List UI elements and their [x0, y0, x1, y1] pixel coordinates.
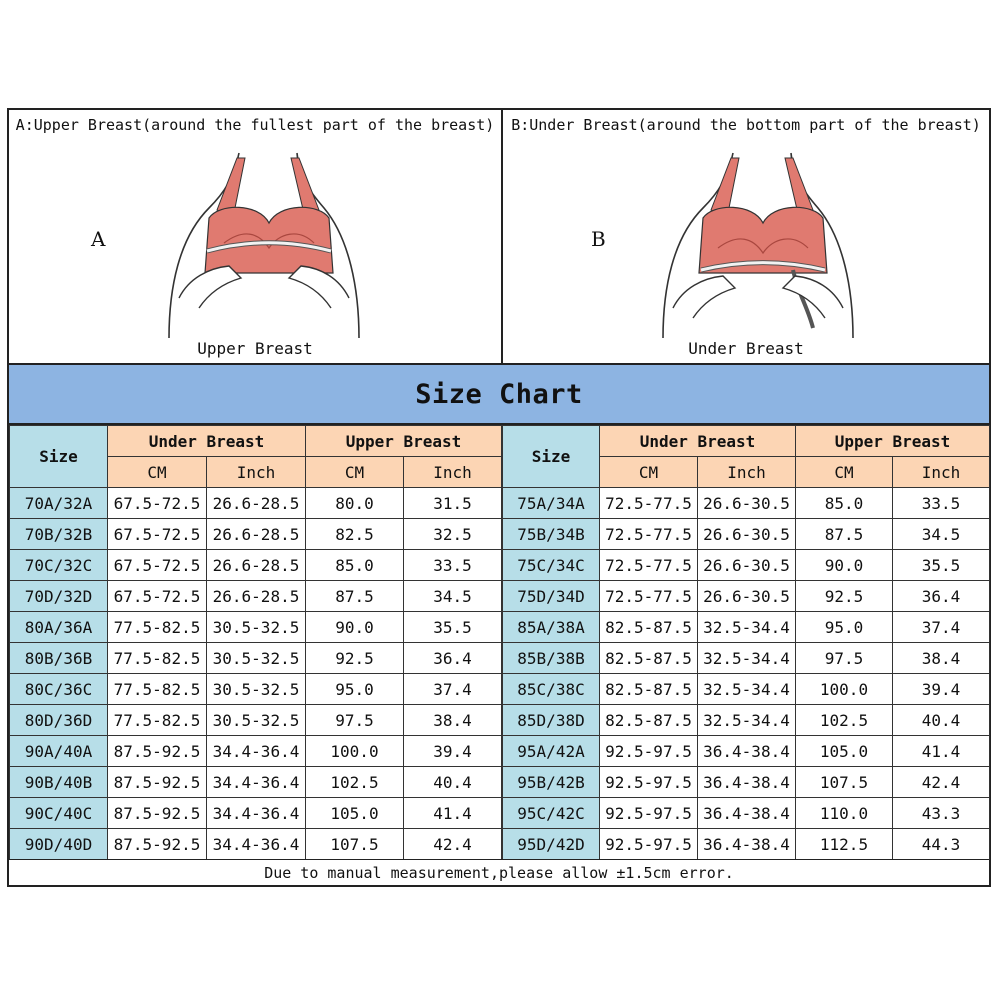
upper-breast-illustration [149, 148, 379, 338]
upper-breast-cm-cell: 92.5 [796, 581, 893, 612]
table-row [10, 705, 502, 736]
under-breast-cm-cell: 77.5-82.5 [108, 705, 207, 736]
panel-b-letter: B [591, 227, 606, 251]
upper-breast-inch-cell: 31.5 [404, 488, 502, 519]
upper-breast-inch-cell: 33.5 [893, 488, 990, 519]
panel-b-title: B:Under Breast(around the bottom part of the breast) [511, 116, 981, 134]
under-breast-cm-cell: 67.5-72.5 [108, 550, 207, 581]
upper-breast-cm-cell: 112.5 [796, 829, 893, 860]
size-cell: 75A/34A [503, 488, 600, 519]
under-breast-cm-cell: 92.5-97.5 [600, 736, 698, 767]
upper-breast-cm-cell: 105.0 [796, 736, 893, 767]
under-breast-cm-cell: 87.5-92.5 [108, 829, 207, 860]
upper-breast-inch-cell: 40.4 [404, 767, 502, 798]
table-row [503, 798, 990, 829]
size-chart-frame [7, 108, 991, 887]
under-breast-inch-cell: 34.4-36.4 [207, 829, 306, 860]
panel-a-letter: A [91, 227, 106, 251]
upper-breast-cm-cell: 87.5 [796, 519, 893, 550]
illustration-row [9, 110, 989, 365]
upper-breast-inch-cell: 39.4 [404, 736, 502, 767]
size-cell: 75C/34C [503, 550, 600, 581]
upper-breast-inch-cell: 38.4 [893, 643, 990, 674]
under-breast-illustration [643, 148, 873, 338]
under-breast-cm-cell: 67.5-72.5 [108, 519, 207, 550]
table-row [10, 488, 502, 519]
under-breast-inch-cell: 32.5-34.4 [698, 612, 796, 643]
inch-header: Inch [207, 457, 306, 488]
upper-breast-cm-cell: 87.5 [306, 581, 404, 612]
under-breast-inch-cell: 36.4-38.4 [698, 798, 796, 829]
under-breast-inch-cell: 36.4-38.4 [698, 736, 796, 767]
upper-breast-cm-cell: 105.0 [306, 798, 404, 829]
under-breast-inch-cell: 34.4-36.4 [207, 736, 306, 767]
size-cell: 70D/32D [10, 581, 108, 612]
size-cell: 90D/40D [10, 829, 108, 860]
upper-breast-inch-cell: 40.4 [893, 705, 990, 736]
upper-breast-cm-cell: 110.0 [796, 798, 893, 829]
under-breast-cm-cell: 92.5-97.5 [600, 829, 698, 860]
under-breast-inch-cell: 26.6-30.5 [698, 550, 796, 581]
under-breast-cm-cell: 82.5-87.5 [600, 705, 698, 736]
table-row [10, 798, 502, 829]
upper-breast-inch-cell: 36.4 [893, 581, 990, 612]
size-cell: 75B/34B [503, 519, 600, 550]
size-cell: 95C/42C [503, 798, 600, 829]
table-row [503, 519, 990, 550]
under-breast-inch-cell: 26.6-30.5 [698, 519, 796, 550]
under-breast-inch-cell: 32.5-34.4 [698, 643, 796, 674]
inch-header: Inch [404, 457, 502, 488]
under-breast-inch-cell: 30.5-32.5 [207, 612, 306, 643]
upper-breast-cm-cell: 97.5 [796, 643, 893, 674]
table-row [10, 519, 502, 550]
upper-breast-inch-cell: 35.5 [893, 550, 990, 581]
upper-breast-inch-cell: 44.3 [893, 829, 990, 860]
under-breast-cm-cell: 92.5-97.5 [600, 798, 698, 829]
under-breast-cm-cell: 87.5-92.5 [108, 767, 207, 798]
upper-breast-cm-cell: 100.0 [306, 736, 404, 767]
under-breast-inch-cell: 26.6-30.5 [698, 581, 796, 612]
upper-breast-cm-cell: 90.0 [796, 550, 893, 581]
under-breast-inch-cell: 26.6-28.5 [207, 550, 306, 581]
size-cell: 95A/42A [503, 736, 600, 767]
under-breast-inch-cell: 36.4-38.4 [698, 829, 796, 860]
under-breast-cm-cell: 67.5-72.5 [108, 488, 207, 519]
panel-under-breast [503, 110, 989, 363]
cm-header: CM [108, 457, 207, 488]
under-breast-cm-cell: 82.5-87.5 [600, 612, 698, 643]
table-row [503, 736, 990, 767]
table-row [503, 705, 990, 736]
table-row [10, 674, 502, 705]
under-breast-cm-cell: 72.5-77.5 [600, 488, 698, 519]
upper-breast-inch-cell: 32.5 [404, 519, 502, 550]
upper-breast-inch-cell: 35.5 [404, 612, 502, 643]
table-row [10, 550, 502, 581]
under-breast-header: Under Breast [600, 426, 796, 457]
upper-breast-cm-cell: 95.0 [796, 612, 893, 643]
table-row [503, 829, 990, 860]
inch-header: Inch [893, 457, 990, 488]
upper-breast-cm-cell: 82.5 [306, 519, 404, 550]
under-breast-cm-cell: 87.5-92.5 [108, 798, 207, 829]
table-row [503, 674, 990, 705]
panel-upper-breast [9, 110, 503, 363]
under-breast-inch-cell: 32.5-34.4 [698, 674, 796, 705]
panel-a-caption: Upper Breast [197, 339, 313, 358]
table-row [10, 829, 502, 860]
under-breast-cm-cell: 77.5-82.5 [108, 643, 207, 674]
upper-breast-cm-cell: 92.5 [306, 643, 404, 674]
size-cell: 80C/36C [10, 674, 108, 705]
upper-breast-inch-cell: 34.5 [404, 581, 502, 612]
cm-header: CM [306, 457, 404, 488]
upper-breast-cm-cell: 90.0 [306, 612, 404, 643]
under-breast-cm-cell: 72.5-77.5 [600, 550, 698, 581]
upper-breast-inch-cell: 42.4 [893, 767, 990, 798]
under-breast-inch-cell: 26.6-30.5 [698, 488, 796, 519]
upper-breast-cm-cell: 102.5 [306, 767, 404, 798]
table-row [10, 736, 502, 767]
size-header: Size [503, 426, 600, 488]
size-cell: 95D/42D [503, 829, 600, 860]
panel-b-caption: Under Breast [688, 339, 804, 358]
upper-breast-inch-cell: 33.5 [404, 550, 502, 581]
size-cell: 90B/40B [10, 767, 108, 798]
under-breast-cm-cell: 67.5-72.5 [108, 581, 207, 612]
size-table-right [502, 425, 990, 860]
size-cell: 95B/42B [503, 767, 600, 798]
table-row [503, 581, 990, 612]
upper-breast-inch-cell: 34.5 [893, 519, 990, 550]
under-breast-header: Under Breast [108, 426, 306, 457]
under-breast-cm-cell: 72.5-77.5 [600, 581, 698, 612]
under-breast-inch-cell: 30.5-32.5 [207, 674, 306, 705]
upper-breast-cm-cell: 100.0 [796, 674, 893, 705]
upper-breast-cm-cell: 85.0 [306, 550, 404, 581]
upper-breast-inch-cell: 42.4 [404, 829, 502, 860]
size-cell: 85C/38C [503, 674, 600, 705]
upper-breast-cm-cell: 95.0 [306, 674, 404, 705]
upper-breast-inch-cell: 41.4 [893, 736, 990, 767]
under-breast-cm-cell: 82.5-87.5 [600, 674, 698, 705]
upper-breast-inch-cell: 43.3 [893, 798, 990, 829]
under-breast-inch-cell: 30.5-32.5 [207, 705, 306, 736]
size-header: Size [10, 426, 108, 488]
table-row [10, 767, 502, 798]
size-cell: 80B/36B [10, 643, 108, 674]
upper-breast-cm-cell: 85.0 [796, 488, 893, 519]
cm-header: CM [600, 457, 698, 488]
size-cell: 90C/40C [10, 798, 108, 829]
under-breast-cm-cell: 77.5-82.5 [108, 612, 207, 643]
table-row [503, 612, 990, 643]
size-tables [9, 425, 989, 857]
upper-breast-inch-cell: 38.4 [404, 705, 502, 736]
size-cell: 75D/34D [503, 581, 600, 612]
under-breast-cm-cell: 72.5-77.5 [600, 519, 698, 550]
size-cell: 85A/38A [503, 612, 600, 643]
cm-header: CM [796, 457, 893, 488]
upper-breast-cm-cell: 102.5 [796, 705, 893, 736]
size-cell: 85D/38D [503, 705, 600, 736]
table-row [503, 643, 990, 674]
table-row [10, 643, 502, 674]
upper-breast-inch-cell: 37.4 [404, 674, 502, 705]
under-breast-inch-cell: 32.5-34.4 [698, 705, 796, 736]
under-breast-inch-cell: 36.4-38.4 [698, 767, 796, 798]
measurement-note: Due to manual measurement,please allow ±1.5cm error. [9, 859, 989, 886]
size-cell: 70C/32C [10, 550, 108, 581]
table-row [10, 581, 502, 612]
size-cell: 70B/32B [10, 519, 108, 550]
upper-breast-inch-cell: 41.4 [404, 798, 502, 829]
panel-a-title: A:Upper Breast(around the fullest part of the breast) [15, 116, 495, 134]
upper-breast-inch-cell: 36.4 [404, 643, 502, 674]
upper-breast-cm-cell: 107.5 [306, 829, 404, 860]
upper-breast-inch-cell: 37.4 [893, 612, 990, 643]
upper-breast-header: Upper Breast [796, 426, 990, 457]
size-table-left [9, 425, 502, 860]
inch-header: Inch [698, 457, 796, 488]
size-cell: 80D/36D [10, 705, 108, 736]
table-row [503, 488, 990, 519]
size-cell: 70A/32A [10, 488, 108, 519]
table-row [503, 550, 990, 581]
upper-breast-cm-cell: 97.5 [306, 705, 404, 736]
under-breast-inch-cell: 34.4-36.4 [207, 798, 306, 829]
under-breast-cm-cell: 82.5-87.5 [600, 643, 698, 674]
under-breast-inch-cell: 34.4-36.4 [207, 767, 306, 798]
under-breast-cm-cell: 87.5-92.5 [108, 736, 207, 767]
upper-breast-header: Upper Breast [306, 426, 502, 457]
table-row [503, 767, 990, 798]
under-breast-inch-cell: 26.6-28.5 [207, 488, 306, 519]
size-cell: 90A/40A [10, 736, 108, 767]
under-breast-inch-cell: 30.5-32.5 [207, 643, 306, 674]
upper-breast-cm-cell: 107.5 [796, 767, 893, 798]
size-cell: 85B/38B [503, 643, 600, 674]
under-breast-cm-cell: 92.5-97.5 [600, 767, 698, 798]
upper-breast-cm-cell: 80.0 [306, 488, 404, 519]
size-cell: 80A/36A [10, 612, 108, 643]
size-chart-title: Size Chart [9, 365, 989, 425]
under-breast-cm-cell: 77.5-82.5 [108, 674, 207, 705]
under-breast-inch-cell: 26.6-28.5 [207, 519, 306, 550]
under-breast-inch-cell: 26.6-28.5 [207, 581, 306, 612]
upper-breast-inch-cell: 39.4 [893, 674, 990, 705]
table-row [10, 612, 502, 643]
